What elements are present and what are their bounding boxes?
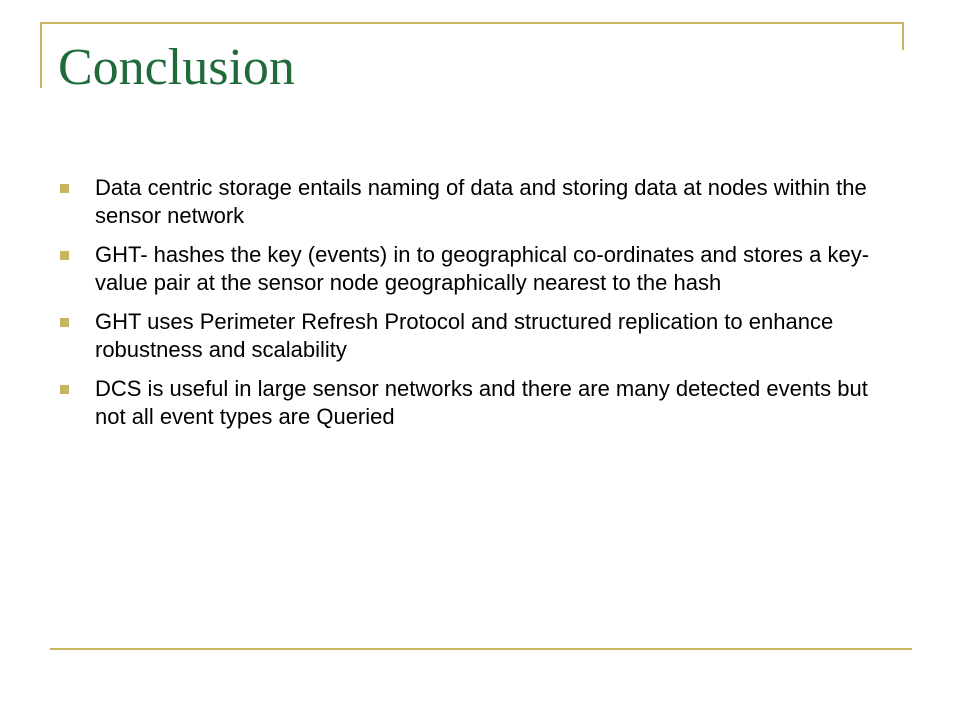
frame-left-rule [40, 22, 42, 88]
bullet-item [60, 375, 880, 431]
bullet-text: GHT uses Perimeter Refresh Protocol and structured replication to enhance robustness and scalability [95, 309, 834, 362]
square-bullet-icon [60, 184, 69, 193]
bullet-text: Data centric storage entails naming of data and storing data at nodes within the sensor network [95, 175, 867, 228]
frame-bottom-rule [50, 648, 912, 650]
square-bullet-icon [60, 385, 69, 394]
bullet-text: GHT- hashes the key (events) in to geographical co-ordinates and stores a key-value pair at the sensor node geographically nearest to the hash [95, 242, 870, 295]
frame-right-rule [902, 22, 904, 50]
bullet-text: DCS is useful in large sensor networks and there are many detected events but not all event types are Queried [95, 376, 868, 429]
square-bullet-icon [60, 251, 69, 260]
bullet-list [60, 174, 880, 442]
bullet-item [60, 241, 880, 297]
frame-top-rule [40, 22, 904, 24]
slide-title: Conclusion [58, 39, 295, 96]
square-bullet-icon [60, 318, 69, 327]
bullet-item [60, 308, 880, 364]
bullet-item [60, 174, 880, 230]
